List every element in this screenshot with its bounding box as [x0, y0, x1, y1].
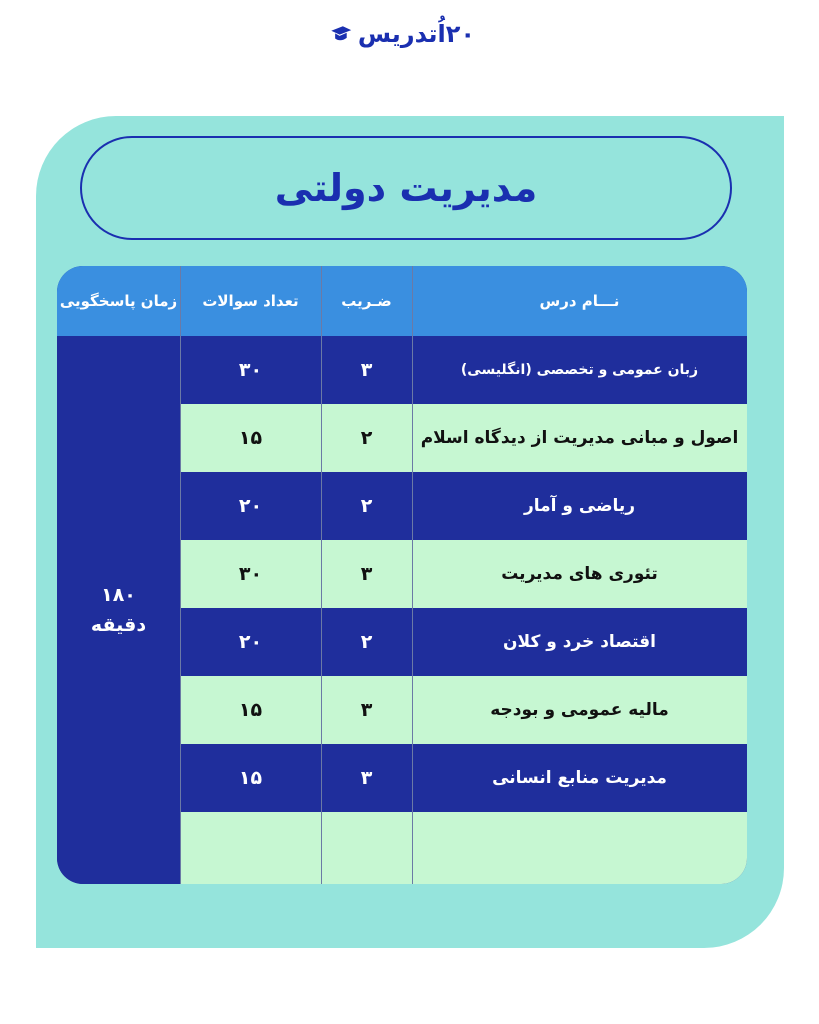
graduation-cap-icon: [330, 20, 352, 48]
course-name-cell: تئوری های مدیریت: [501, 564, 658, 584]
header-time: زمان پاسخگویی: [57, 266, 180, 336]
time-unit: دقیقه: [90, 614, 147, 636]
table-row: [180, 336, 747, 404]
weight-cell: ۳: [360, 563, 373, 585]
questions-cell: ۳۰: [238, 359, 263, 381]
questions-cell: ۲۰: [238, 631, 263, 653]
exam-table: [57, 266, 747, 884]
questions-cell: ۱۵: [238, 427, 263, 449]
column-divider: [321, 266, 322, 884]
weight-cell: ۳: [360, 359, 373, 381]
brand-logo[interactable]: [330, 14, 475, 54]
response-time-cell: [57, 336, 180, 884]
questions-cell: ۱۵: [238, 767, 263, 789]
column-divider: [180, 266, 181, 884]
course-name-cell: ریاضی و آمار: [523, 496, 636, 516]
table-row: [180, 540, 747, 608]
questions-cell: ۳۰: [238, 563, 263, 585]
course-name-cell: اقتصاد خرد و کلان: [503, 632, 656, 652]
table-row: [180, 608, 747, 676]
table-row: [180, 744, 747, 812]
table-row-empty: [180, 812, 747, 884]
course-name-cell: مدیریت منابع انسانی: [492, 768, 667, 788]
weight-cell: ۲: [360, 631, 373, 653]
column-divider: [412, 266, 413, 884]
logo-text: ۲۰اُتدریس: [357, 20, 475, 48]
course-name-cell: اصول و مبانی مدیریت از دیدگاه اسلام: [420, 428, 739, 448]
page-title: مدیریت دولتی: [274, 166, 538, 210]
course-name-cell: زبان عمومی و تخصصی (انگلیسی): [460, 362, 699, 378]
header-name: نـــام درس: [412, 266, 747, 336]
weight-cell: ۲: [360, 495, 373, 517]
title-pill: [80, 136, 732, 240]
table-row: [180, 676, 747, 744]
weight-cell: ۳: [360, 699, 373, 721]
header-questions: تعداد سوالات: [180, 266, 321, 336]
course-name-cell: مالیه عمومی و بودجه: [490, 700, 669, 720]
weight-cell: ۳: [360, 767, 373, 789]
time-value: ۱۸۰: [101, 584, 136, 606]
table-row: [180, 472, 747, 540]
header-weight: ضـریب: [321, 266, 412, 336]
questions-cell: ۱۵: [238, 699, 263, 721]
table-row: [180, 404, 747, 472]
questions-cell: ۲۰: [238, 495, 263, 517]
weight-cell: ۲: [360, 427, 373, 449]
